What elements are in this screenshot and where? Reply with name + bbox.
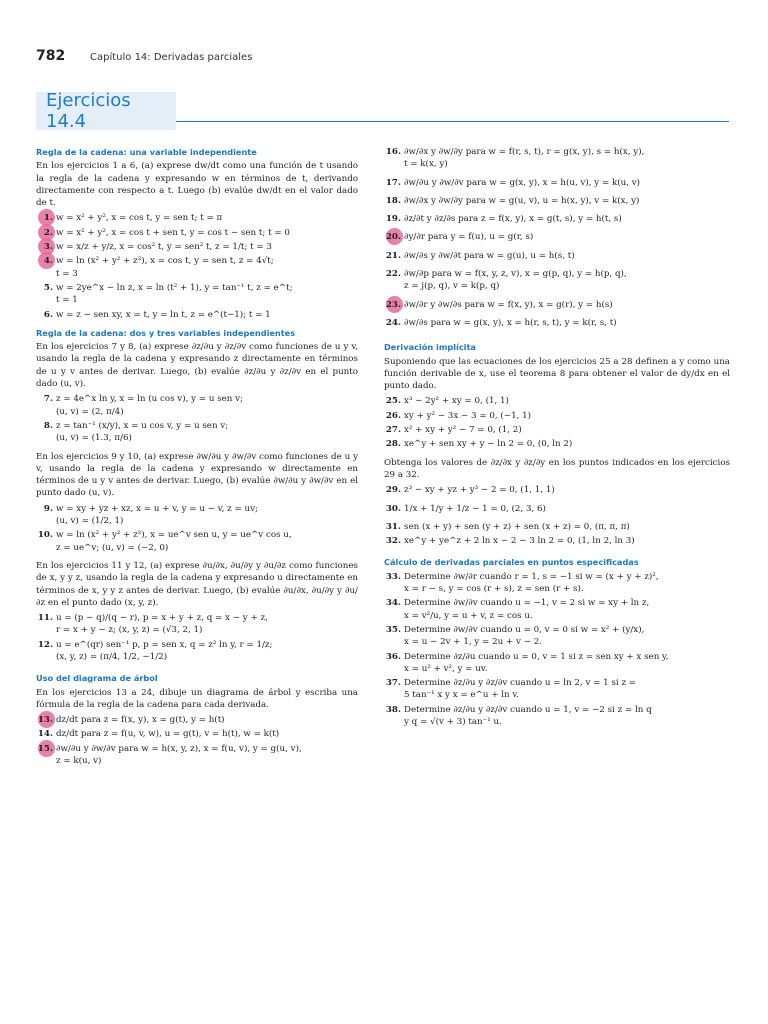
chapter-title: Capítulo 14: Derivadas parciales [90, 52, 253, 63]
exercise-text: dz/dt para z = f(x, y), x = g(t), y = h(t) [56, 715, 225, 726]
exercise-number: 38. [385, 704, 401, 715]
exercise-number: 10. [37, 530, 53, 541]
exercise-text: x = u − 2v + 1, y = 2u + v − 2. [404, 637, 543, 648]
exercise-number: 9. [43, 503, 53, 514]
exercise-number: 3. [43, 242, 53, 253]
exercise-text: x = r − s, y = cos (r + s), z = sen (r + s). [404, 584, 584, 595]
exercise-number: 37. [385, 678, 401, 689]
exercise-2 [36, 227, 358, 239]
exercise-number: 34. [385, 598, 401, 609]
paragraph: Obtenga los valores de ∂z/∂x y ∂z/∂y en los puntos indicados en los ejercicios 29 a 32. [384, 457, 730, 480]
exercise-number: 22. [385, 269, 401, 280]
exercise-18 [384, 195, 730, 207]
exercise-number: 29. [385, 485, 401, 496]
exercise-text: Determine ∂z/∂u cuando u = 0, v = 1 si z = sen xy + x sen y, [404, 651, 669, 662]
exercise-text: ∂y/∂r para y = f(u), u = g(r, s) [404, 232, 534, 243]
exercise-3 [36, 241, 358, 253]
exercise-text: w = x² + y², x = cos t, y = sen t; t = π [56, 213, 223, 224]
exercise-text: ∂z/∂t y ∂z/∂s para z = f(x, y), x = g(t, s), y = h(t, s) [404, 214, 622, 225]
exercise-text: w = 2ye^x − ln z, x = ln (t² + 1), y = tan⁻¹ t, z = e^t; [56, 282, 293, 293]
exercise-number: 13. [37, 715, 53, 726]
exercise-text: xe^y + sen xy + y − ln 2 = 0, (0, ln 2) [404, 439, 573, 450]
paragraph: En los ejercicios 13 a 24, dibuje un diagrama de árbol y escriba una fórmula de la regla de la cadena para cada derivada. [36, 687, 358, 710]
exercise-15 [36, 743, 358, 768]
subsection-title: Uso del diagrama de árbol [36, 673, 158, 684]
right-column [384, 146, 730, 730]
exercise-number: 12. [37, 639, 53, 650]
exercise-text: x² + xy + y² − 7 = 0, (1, 2) [404, 425, 522, 436]
exercise-number: 7. [43, 394, 53, 405]
exercise-text: x = u² + v², y = uv. [404, 663, 488, 674]
exercise-number: 6. [43, 309, 53, 320]
exercise-text: x = v²/u, y = u + v, z = cos u. [404, 610, 533, 621]
exercise-8 [36, 420, 358, 445]
exercise-text: ∂w/∂x y ∂w/∂y para w = f(r, s, t), r = g(x, y), s = h(x, y), [404, 147, 645, 157]
exercise-22 [384, 268, 730, 293]
exercise-1 [36, 212, 358, 224]
exercise-text: y q = √(v + 3) tan⁻¹ u. [404, 716, 502, 727]
exercise-text: z = ue^v; (u, v) = (−2, 0) [56, 542, 169, 553]
exercise-number: 36. [385, 651, 401, 662]
exercise-text: Determine ∂w/∂v cuando u = −1, v = 2 si w = xy + ln z, [404, 598, 650, 609]
exercise-number: 14. [37, 729, 53, 740]
exercise-16 [384, 146, 730, 171]
exercise-number: 17. [385, 177, 401, 188]
exercise-number: 33. [385, 571, 401, 582]
exercise-text: Determine ∂z/∂u y ∂z/∂v cuando u = 1, v = −2 si z = ln q [404, 704, 652, 715]
exercise-text: z = j(p, q), v = k(p, q) [404, 281, 500, 292]
exercise-text: (u, v) = (2, π/4) [56, 406, 124, 417]
exercise-text: ∂w/∂x y ∂w/∂y para w = g(u, v), u = h(x, y), v = k(x, y) [404, 195, 640, 206]
exercise-number: 19. [385, 214, 401, 225]
exercise-19 [384, 213, 730, 225]
exercise-29 [384, 484, 730, 496]
exercise-text: ∂w/∂r y ∂w/∂s para w = f(x, y), x = g(r), y = h(s) [404, 299, 613, 310]
exercise-text: ∂w/∂u y ∂w/∂v para w = h(x, y, z), x = f(u, v), y = g(u, v), [56, 743, 302, 754]
exercise-9 [36, 503, 358, 528]
exercise-7 [36, 393, 358, 418]
exercise-text: t = k(x, y) [404, 159, 448, 170]
exercise-text: x³ − 2y² + xy = 0, (1, 1) [404, 396, 509, 407]
exercise-number: 25. [385, 396, 401, 407]
exercise-text: z = 4e^x ln y, x = ln (u cos v), y = u sen v; [56, 394, 243, 405]
exercise-text: u = e^(qr) sen⁻¹ p, p = sen x, q = z² ln y, r = 1/z; [56, 639, 273, 650]
exercise-12 [36, 639, 358, 664]
exercise-text: z = k(u, v) [56, 756, 102, 767]
exercise-text: z³ − xy + yz + y³ − 2 = 0, (1, 1, 1) [404, 485, 555, 496]
exercise-35 [384, 624, 730, 649]
exercise-number: 2. [43, 227, 53, 238]
exercise-text: r = x + y − z; (x, y, z) = (√3, 2, 1) [56, 625, 203, 636]
exercise-number: 15. [37, 743, 53, 754]
exercise-31 [384, 521, 730, 533]
exercise-number: 8. [43, 420, 53, 431]
exercise-number: 21. [385, 250, 401, 261]
exercise-text: t = 3 [56, 268, 78, 279]
exercise-11 [36, 612, 358, 637]
exercise-text: xy + y² − 3x − 3 = 0, (−1, 1) [404, 410, 532, 421]
exercise-text: Determine ∂z/∂u y ∂z/∂v cuando u = ln 2, v = 1 si z = [404, 678, 637, 689]
exercise-text: Determine ∂w/∂r cuando r = 1, s = −1 si w = (x + y + z)², [404, 571, 659, 582]
exercise-text: (u, v) = (1.3, π/6) [56, 433, 132, 444]
exercise-number: 31. [385, 521, 401, 532]
exercise-38 [384, 704, 730, 729]
exercise-text: u = (p − q)/(q − r), p = x + y + z, q = x − y + z, [56, 613, 268, 624]
subsection-title: Regla de la cadena: una variable independiente [36, 147, 257, 157]
exercise-28 [384, 438, 730, 450]
exercise-24 [384, 317, 730, 329]
exercise-text: t = 1 [56, 295, 78, 306]
paragraph: En los ejercicios 7 y 8, (a) exprese ∂z/∂u y ∂z/∂v como funciones de u y v, usando la regla de la cadena y expresando z directamente en términos de u y v antes de derivar. Luego, (b) evalúe ∂z/∂u y ∂z/∂v en el punto dado (u, v). [36, 342, 358, 390]
exercise-13 [36, 714, 358, 726]
exercise-text: w = ln (x² + y² + z²), x = cos t, y = sen t, z = 4√t; [56, 256, 274, 267]
exercise-number: 20. [385, 232, 401, 243]
subsection-title: Regla de la cadena: dos y tres variables independientes [36, 327, 296, 338]
exercise-text: ∂w/∂s para w = g(x, y), x = h(r, s, t), y = k(r, s, t) [404, 317, 617, 328]
exercise-text: (x, y, z) = (π/4, 1/2, −1/2) [56, 651, 168, 662]
exercise-text: w = xy + yz + xz, x = u + v, y = u − v, z = uv; [56, 503, 258, 514]
paragraph: En los ejercicios 1 a 6, (a) exprese dw/dt como una función de t usando la regla de la cadena y expresando w en términos de t, derivando directamente con respecto a t. Luego (b) evalúe dw/dt en el valor dado de t. [36, 161, 358, 209]
section-title: Ejercicios 14.4 [46, 90, 131, 132]
exercise-33 [384, 571, 730, 596]
exercise-text: z = tan⁻¹ (x/y), x = u cos v, y = u sen v; [56, 420, 229, 431]
exercise-5 [36, 282, 358, 307]
subsection-title: Derivación implícita [384, 342, 476, 353]
page-number: 782 [36, 48, 66, 64]
exercise-14 [36, 728, 358, 740]
exercise-text: 1/x + 1/y + 1/z − 1 = 0, (2, 3, 6) [404, 503, 546, 514]
exercise-text: 5 tan⁻¹ x y x = e^u + ln v. [404, 690, 520, 701]
exercise-number: 32. [385, 536, 401, 547]
exercise-21 [384, 250, 730, 262]
exercise-text: ∂w/∂s y ∂w/∂t para w = g(u), u = h(s, t) [404, 250, 575, 261]
exercise-25 [384, 395, 730, 407]
exercise-32 [384, 535, 730, 547]
exercise-23 [384, 299, 730, 311]
exercise-number: 1. [43, 213, 53, 224]
header-rule [176, 121, 729, 122]
exercise-number: 28. [385, 439, 401, 450]
exercise-number: 18. [385, 195, 401, 206]
paragraph: En los ejercicios 11 y 12, (a) exprese ∂u/∂x, ∂u/∂y y ∂u/∂z como funciones de x, y y z, usando la regla de la cadena y expresando u directamente en términos de x, y y z antes de derivar. Luego, (b) evalúe ∂u/∂x, ∂u/∂y y ∂u/∂z en el punto dado (x, y, z). [36, 560, 358, 608]
exercise-number: 11. [37, 613, 53, 624]
exercise-36 [384, 651, 730, 676]
section-header [36, 92, 176, 130]
exercise-text: w = z − sen xy, x = t, y = ln t, z = e^(t−1); t = 1 [56, 309, 271, 320]
exercise-number: 30. [385, 503, 401, 514]
exercise-26 [384, 410, 730, 422]
exercise-text: xe^y + ye^z + 2 ln x − 2 − 3 ln 2 = 0, (1, ln 2, ln 3) [404, 536, 635, 547]
exercise-6 [36, 309, 358, 321]
exercise-17 [384, 177, 730, 189]
exercise-text: w = x² + y², x = cos t + sen t, y = cos t − sen t; t = 0 [56, 227, 290, 238]
exercise-number: 24. [385, 317, 401, 328]
exercise-number: 26. [385, 410, 401, 421]
exercise-text: w = x/z + y/z, x = cos² t, y = sen² t, z = 1/t; t = 3 [56, 242, 272, 253]
exercise-text: w = ln (x² + y² + z²), x = ue^v sen u, y = ue^v cos u, [56, 530, 292, 541]
exercise-number: 23. [385, 299, 401, 310]
subsection-title: Cálculo de derivadas parciales en puntos especificadas [384, 557, 639, 568]
left-column [36, 146, 358, 769]
exercise-27 [384, 424, 730, 436]
exercise-34 [384, 597, 730, 622]
exercise-20 [384, 231, 730, 243]
exercise-10 [36, 529, 358, 554]
exercise-text: sen (x + y) + sen (y + z) + sen (x + z) = 0, (π, π, π) [404, 521, 630, 532]
exercise-text: ∂w/∂p para w = f(x, y, z, v), x = g(p, q), y = h(p, q), [404, 269, 627, 280]
exercise-number: 35. [385, 624, 401, 635]
exercise-number: 4. [43, 256, 53, 267]
exercise-number: 27. [385, 425, 401, 436]
exercise-30 [384, 503, 730, 515]
exercise-text: Determine ∂w/∂v cuando u = 0, v = 0 si w = x² + (y/x), [404, 624, 645, 635]
paragraph: En los ejercicios 9 y 10, (a) exprese ∂w/∂u y ∂w/∂v como funciones de u y v, usando la regla de la cadena y expresando w directamente en términos de u y v antes de derivar. Luego, (b) evalúe ∂w/∂u y ∂w/∂v en el punto dado (u, v). [36, 451, 358, 499]
paragraph: Suponiendo que las ecuaciones de los ejercicios 25 a 28 definen a y como una función derivable de x, use el teorema 8 para obtener el valor de dy/dx en el punto dado. [384, 356, 730, 392]
exercise-number: 5. [43, 282, 53, 293]
exercise-number: 16. [385, 147, 401, 157]
exercise-37 [384, 677, 730, 702]
exercise-4 [36, 255, 358, 280]
exercise-text: (u, v) = (1/2, 1) [56, 516, 124, 527]
exercise-text: ∂w/∂u y ∂w/∂v para w = g(x, y), x = h(u, v), y = k(u, v) [404, 177, 641, 188]
exercise-text: dz/dt para z = f(u, v, w), u = g(t), v = h(t), w = k(t) [56, 729, 280, 740]
